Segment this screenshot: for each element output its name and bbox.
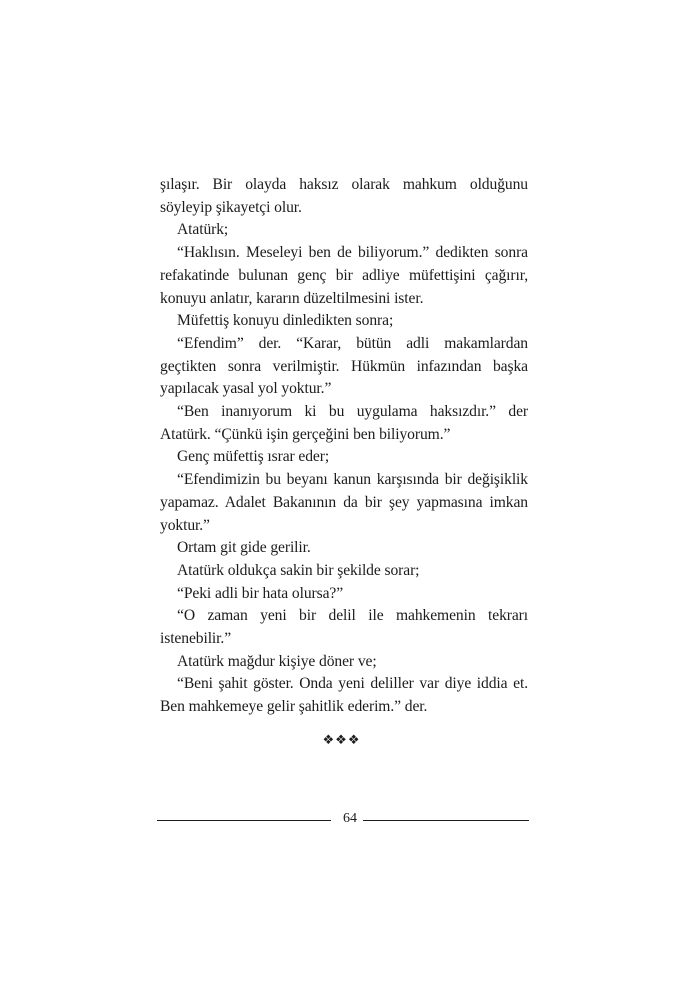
paragraph: “Haklısın. Meseleyi ben de biliyorum.” dedikten sonra refakatinde bulunan genç bir adliye müfettişini çağırır, konuyu anlatır, kararın düzeltilmesini ister. bbox=[160, 244, 528, 307]
paragraph: “Ben inanıyorum ki bu uygulama haksızdır.” der Atatürk. “Çünkü işin gerçeğini ben biliyorum.” bbox=[160, 403, 528, 443]
paragraph: Genç müfettiş ısrar eder; bbox=[177, 448, 330, 466]
paragraph: “Peki adli bir hata olursa?” bbox=[177, 584, 344, 602]
paragraph: “O zaman yeni bir delil ile mahkemenin tekrarı istenebilir.” bbox=[160, 607, 528, 648]
paragraph: “Beni şahit göster. Onda yeni deliller var diye iddia et. Ben mahkemeye gelir şahitlik ederim.” der. bbox=[160, 675, 528, 716]
paragraph: Müfettiş konuyu dinledikten sonra; bbox=[177, 312, 394, 330]
paragraph: Atatürk; bbox=[177, 221, 229, 239]
page-footer bbox=[157, 809, 529, 831]
footer-rule-left bbox=[157, 820, 331, 821]
paragraph: “Efendim” der. “Karar, bütün adli makamlardan geçtikten sonra verilmiştir. Hükmün infazından başka yapılacak yasal yol yoktur.” bbox=[160, 334, 528, 398]
footer-rule-right bbox=[363, 820, 529, 821]
paragraph: “Efendimizin bu beyanı kanun karşısında bir değişiklik yapamaz. Adalet Bakanının da bir şey yapmasına imkan yoktur.” bbox=[160, 471, 528, 534]
section-ornament-icon: ❖❖❖ bbox=[322, 733, 361, 748]
paragraph: Atatürk oldukça sakin bir şekilde sorar; bbox=[177, 561, 420, 579]
paragraph: şılaşır. Bir olayda haksız olarak mahkum olduğunu söyleyip şikayetçi olur. bbox=[160, 176, 528, 216]
paragraph: Atatürk mağdur kişiye döner ve; bbox=[177, 652, 377, 670]
paragraph: Ortam git gide gerilir. bbox=[177, 539, 311, 557]
body-text bbox=[160, 174, 528, 719]
page-number: 64 bbox=[343, 811, 357, 826]
